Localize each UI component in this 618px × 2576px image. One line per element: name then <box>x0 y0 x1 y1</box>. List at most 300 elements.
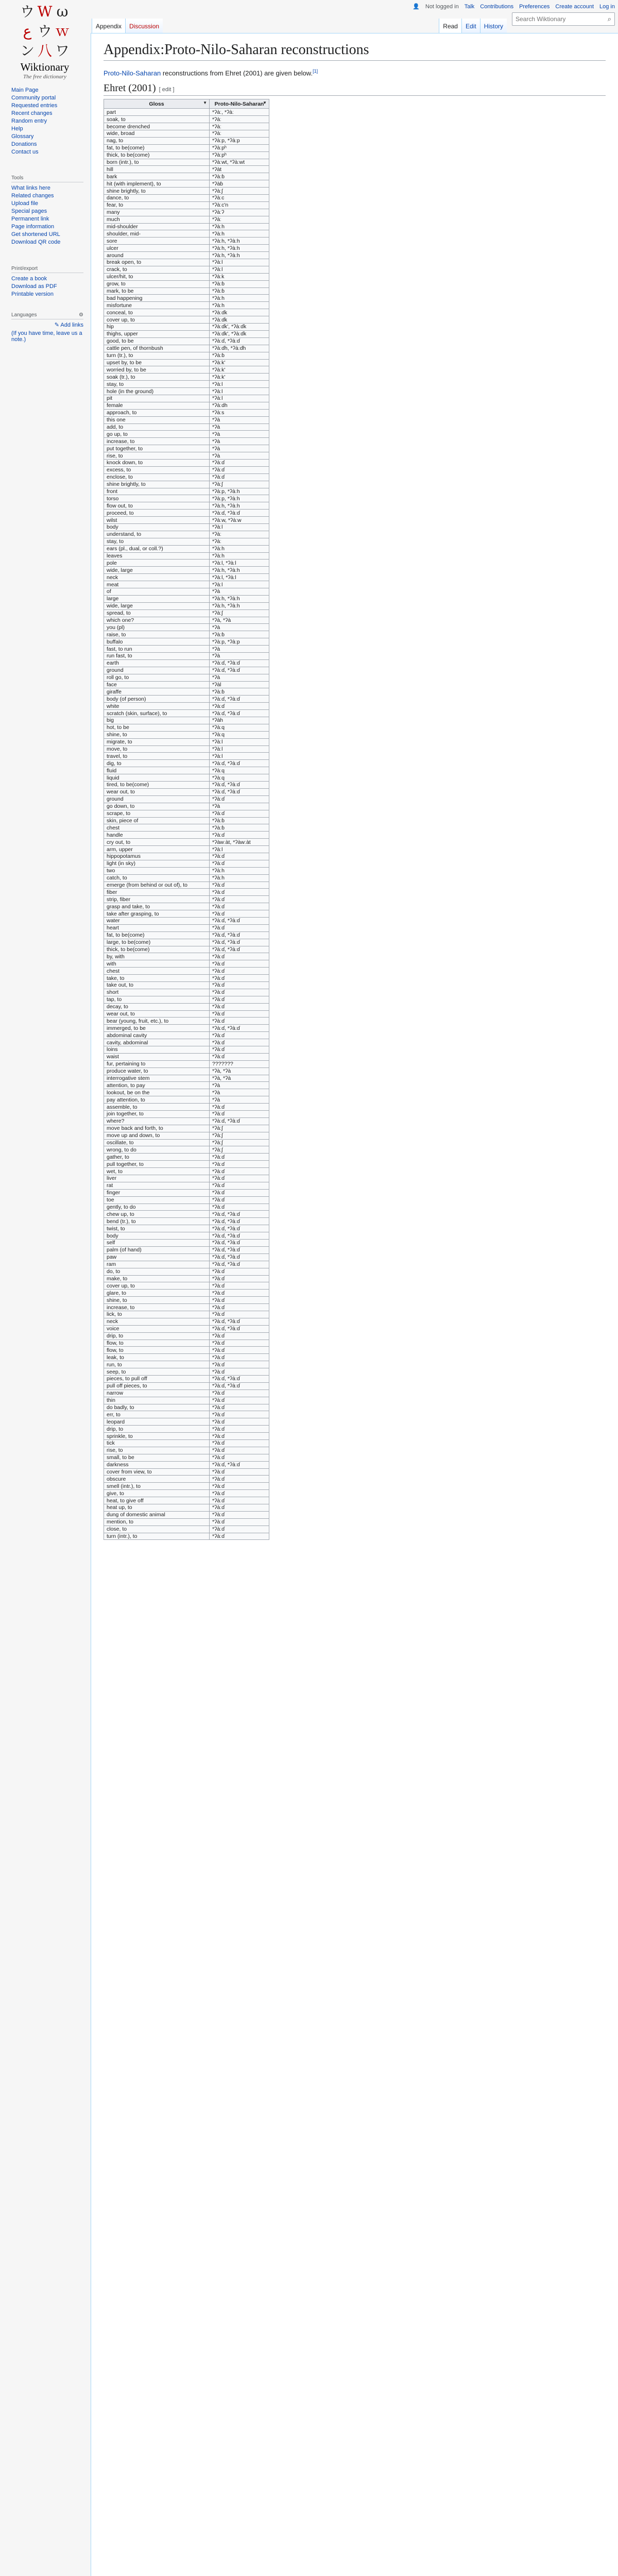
reconstruction-cell: *ʔàːɓ <box>210 173 269 180</box>
reconstruction-cell: *ʔàːɗ <box>210 1433 269 1440</box>
tab-read[interactable]: Read <box>439 19 461 33</box>
table-row <box>104 1218 269 1225</box>
gloss-cell: thick, to be(come) <box>104 151 210 159</box>
add-links-link[interactable] <box>55 322 83 328</box>
gloss-cell: catch, to <box>104 874 210 882</box>
table-row <box>104 788 269 795</box>
reconstruction-cell: *ʔàːɗ <box>210 703 269 710</box>
gloss-cell: wet, to <box>104 1168 210 1175</box>
gloss-cell: fiber <box>104 889 210 896</box>
reconstruction-cell: *ʔàːɗ, *ʔàːɗ <box>210 1253 269 1261</box>
table-row <box>104 1261 269 1268</box>
reconstruction-cell: *ʔàːɗ <box>210 1354 269 1361</box>
namespace-tabs <box>92 19 163 33</box>
table-row <box>104 337 269 345</box>
reconstruction-cell: *ʔàːɗ <box>210 810 269 817</box>
gloss-cell: mention, to <box>104 1518 210 1526</box>
table-row <box>104 1003 269 1010</box>
reconstruction-cell: *ʔà <box>210 646 269 653</box>
table-row <box>104 1146 269 1154</box>
table-row <box>104 631 269 638</box>
table-row <box>104 767 269 774</box>
gloss-cell: cover up, to <box>104 1282 210 1290</box>
table-row <box>104 324 269 331</box>
table-row <box>104 495 269 502</box>
table-row <box>104 795 269 803</box>
table-row <box>104 1461 269 1468</box>
table-row <box>104 523 269 531</box>
table-row <box>104 688 269 696</box>
site-logo[interactable] <box>6 0 83 82</box>
reconstruction-cell: *ʔàːɗ, *ʔàːɗ <box>210 1318 269 1325</box>
sidebar-nav-link[interactable]: Contact us <box>11 149 39 155</box>
sidebar-print-link[interactable]: Download as PDF <box>11 283 57 290</box>
reconstruction-cell: *ʔàːh <box>210 302 269 309</box>
gloss-cell: grasp and take, to <box>104 903 210 910</box>
table-row <box>104 1411 269 1418</box>
gloss-cell: cover up, to <box>104 316 210 324</box>
gloss-cell: scrape, to <box>104 810 210 817</box>
gloss-cell: liver <box>104 1175 210 1182</box>
gloss-cell: move, to <box>104 745 210 753</box>
gloss-cell: roll go, to <box>104 674 210 681</box>
gloss-cell: lick, to <box>104 1311 210 1318</box>
reconstruction-cell: *ʔàːɗ <box>210 1168 269 1175</box>
reconstruction-cell: *ʔàːɗ <box>210 1175 269 1182</box>
navigation-list <box>11 87 83 156</box>
create-account-link[interactable]: Create account <box>555 3 594 10</box>
table-row <box>104 638 269 646</box>
reconstruction-cell: *ʔàːɗ <box>210 1483 269 1490</box>
gloss-cell: wide, large <box>104 567 210 574</box>
table-row <box>104 381 269 388</box>
gloss-cell: self <box>104 1240 210 1247</box>
reconstruction-cell: *ʔà, *ʔà <box>210 1067 269 1075</box>
reconstruction-cell: *ʔàːɗ <box>210 1332 269 1340</box>
table-row <box>104 731 269 738</box>
list-item <box>11 215 83 223</box>
logo-glyph: ワ <box>55 42 70 59</box>
preferences-link[interactable]: Preferences <box>519 3 550 10</box>
tab-discussion[interactable]: Discussion <box>125 19 163 33</box>
page-title: Appendix:Proto-Nilo-Saharan reconstructions <box>104 42 606 61</box>
search-input[interactable] <box>512 13 600 25</box>
table-row <box>104 953 269 960</box>
reconstruction-cell: *ʔàl <box>210 681 269 688</box>
sidebar-tool-link[interactable]: Get shortened URL <box>11 231 60 238</box>
table-row <box>104 1439 269 1447</box>
list-item <box>11 102 83 110</box>
table-row <box>104 502 269 510</box>
gloss-cell: excess, to <box>104 466 210 473</box>
table-row <box>104 1332 269 1340</box>
gloss-cell: chew up, to <box>104 1211 210 1218</box>
gloss-cell: pull off pieces, to <box>104 1382 210 1389</box>
table-row <box>104 617 269 624</box>
gloss-cell: loins <box>104 1046 210 1054</box>
gloss-cell: arm, upper <box>104 846 210 853</box>
gloss-header[interactable] <box>104 99 210 109</box>
gloss-cell: face <box>104 681 210 688</box>
reconstruction-cell: *ʔà <box>210 438 269 445</box>
reconstruction-cell: *ʔàːɗ, *ʔàːɗ <box>210 946 269 953</box>
table-row <box>104 1161 269 1168</box>
reconstruction-cell: *ʔàːɗ <box>210 1397 269 1404</box>
gloss-cell: turn (intr.), to <box>104 1533 210 1540</box>
table-row <box>104 1354 269 1361</box>
reconstruction-cell: *ʔàːk' <box>210 359 269 366</box>
reconstruction-cell: *ʔàːɓ <box>210 631 269 638</box>
gloss-cell: wrong, to do <box>104 1146 210 1154</box>
reconstruction-cell: *ʔàːp, *ʔàːh <box>210 488 269 495</box>
list-item <box>11 192 83 200</box>
table-row <box>104 653 269 660</box>
gloss-cell: wilst <box>104 517 210 524</box>
table-row <box>104 931 269 939</box>
reconstruction-cell: *ʔàːɗ <box>210 1454 269 1461</box>
reconstruction-cell: *ʔàːɗ, *ʔàːɗ <box>210 1246 269 1253</box>
table-row <box>104 588 269 596</box>
languages-label: Languages <box>11 312 37 318</box>
gloss-cell: much <box>104 216 210 223</box>
gloss-cell: heat, to give off <box>104 1497 210 1504</box>
gloss-cell: err, to <box>104 1411 210 1418</box>
sidebar-print-link[interactable]: Printable version <box>11 291 54 297</box>
table-row <box>104 917 269 924</box>
reconstruction-cell: *ʔàːh, *ʔàːh <box>210 602 269 609</box>
gloss-cell: body <box>104 1232 210 1240</box>
sidebar-tool-link[interactable]: Download QR code <box>11 239 61 245</box>
sidebar-tool-link[interactable]: Permanent link <box>11 216 49 222</box>
gloss-cell: born (intr.), to <box>104 159 210 166</box>
languages-heading <box>11 312 83 319</box>
gloss-cell: understand, to <box>104 531 210 538</box>
gloss-cell: seep, to <box>104 1368 210 1376</box>
table-row <box>104 1232 269 1240</box>
table-row <box>104 1404 269 1411</box>
gloss-cell: rise, to <box>104 452 210 460</box>
table-row <box>104 545 269 552</box>
reconstruction-cell: *ʔàːɗ, *ʔàːɗ <box>210 1117 269 1125</box>
gloss-cell: add, to <box>104 423 210 431</box>
gloss-cell: turn (tr.), to <box>104 352 210 359</box>
reconstruction-cell: *ʔàːɗ, *ʔàːɗ <box>210 696 269 703</box>
gloss-cell: oscillate, to <box>104 1139 210 1146</box>
gloss-cell: handle <box>104 832 210 839</box>
gloss-cell: sore <box>104 238 210 245</box>
reconstruction-cell: *ʔàːl, *ʔàːl <box>210 560 269 567</box>
table-row <box>104 710 269 717</box>
table-row <box>104 1282 269 1290</box>
sidebar-tool-link[interactable]: Special pages <box>11 208 47 214</box>
table-row <box>104 259 269 266</box>
table-row <box>104 1082 269 1089</box>
table-row <box>104 1382 269 1389</box>
gloss-cell: cavity, abdominal <box>104 1039 210 1046</box>
gloss-cell: dance, to <box>104 195 210 202</box>
table-row <box>104 1504 269 1512</box>
table-row <box>104 137 269 144</box>
gloss-cell: increase, to <box>104 438 210 445</box>
table-row <box>104 1304 269 1311</box>
gloss-cell: mark, to be <box>104 287 210 295</box>
gloss-cell: ulcer <box>104 245 210 252</box>
reconstruction-cell: *ʔàːɗk <box>210 309 269 316</box>
tab-edit[interactable]: Edit <box>461 19 480 33</box>
table-row <box>104 574 269 581</box>
sidebar-nav-link[interactable]: Glossary <box>11 133 34 140</box>
talk-link[interactable]: Talk <box>464 3 475 10</box>
gloss-cell: by, with <box>104 953 210 960</box>
log-in-link[interactable]: Log in <box>599 3 615 10</box>
gloss-cell: neck <box>104 574 210 581</box>
contributions-link[interactable]: Contributions <box>480 3 514 10</box>
reconstruction-cell: *ʔàːp, *ʔàːp <box>210 638 269 646</box>
gloss-cell: misfortune <box>104 302 210 309</box>
table-row <box>104 466 269 473</box>
reconstruction-cell: *ʔàːɗ <box>210 1161 269 1168</box>
reconstruction-cell: *ʔàːɓ <box>210 817 269 824</box>
gloss-header-label: Gloss <box>149 100 164 107</box>
gloss-cell: give, to <box>104 1490 210 1497</box>
table-row <box>104 703 269 710</box>
section-heading <box>104 82 606 96</box>
logo-tagline: The free dictionary <box>23 74 66 80</box>
table-row <box>104 738 269 745</box>
reconstruction-cell: *ʔàː <box>210 531 269 538</box>
gloss-cell: smell (intr.), to <box>104 1483 210 1490</box>
table-row <box>104 388 269 395</box>
gloss-cell: of <box>104 588 210 596</box>
reconstruction-cell: *ʔàːɗ, *ʔàːɗ <box>210 917 269 924</box>
gloss-cell: meat <box>104 581 210 588</box>
sidebar-nav-link[interactable]: Random entry <box>11 118 47 124</box>
table-row <box>104 595 269 602</box>
gloss-cell: giraffe <box>104 688 210 696</box>
list-item <box>11 117 83 125</box>
gloss-cell: hippopotamus <box>104 853 210 860</box>
reconstruction-cell: *ʔàːq <box>210 724 269 731</box>
reconstruction-cell: *ʔàːɗ, *ʔàːɗ <box>210 1232 269 1240</box>
sidebar-nav-link[interactable]: Main Page <box>11 87 39 93</box>
table-row <box>104 1010 269 1018</box>
sidebar-nav-link[interactable]: Donations <box>11 141 37 147</box>
list-item <box>11 200 83 208</box>
gloss-cell: immerged, to be <box>104 1025 210 1032</box>
gloss-cell: hill <box>104 166 210 173</box>
sidebar-tool-link[interactable]: Upload file <box>11 200 38 207</box>
gloss-cell: short <box>104 989 210 996</box>
gloss-cell: cover from view, to <box>104 1468 210 1476</box>
table-row <box>104 1526 269 1533</box>
gloss-cell: palm (of hand) <box>104 1246 210 1253</box>
gloss-cell: migrate, to <box>104 738 210 745</box>
sidebar-print-link[interactable]: Create a book <box>11 276 47 282</box>
table-row <box>104 696 269 703</box>
gloss-cell: shine brightly, to <box>104 481 210 488</box>
gloss-cell: toe <box>104 1196 210 1204</box>
table-row <box>104 1311 269 1318</box>
reconstruction-cell: *ʔàːc'n <box>210 201 269 209</box>
list-item <box>11 231 83 239</box>
gloss-cell: close, to <box>104 1526 210 1533</box>
reconstruction-cell: *ʔàːɓ <box>210 824 269 832</box>
table-row <box>104 473 269 481</box>
reconstruction-cell: *ʔàːɗ, *ʔàːɗ <box>210 1261 269 1268</box>
table-row <box>104 753 269 760</box>
reconstruction-cell: *ʔàwːàt, *ʔàwːàt <box>210 839 269 846</box>
gloss-cell: pit <box>104 395 210 402</box>
gloss-cell: abdominal cavity <box>104 1032 210 1039</box>
table-row <box>104 1039 269 1046</box>
gloss-cell: rat <box>104 1182 210 1189</box>
table-row <box>104 216 269 223</box>
gloss-cell: shine, to <box>104 731 210 738</box>
gloss-cell: heat up, to <box>104 1504 210 1512</box>
reconstruction-cell: *ʔàːdh <box>210 402 269 409</box>
gloss-cell: hip <box>104 324 210 331</box>
reconstruction-cell: ??????? <box>210 1060 269 1067</box>
table-row <box>104 287 269 295</box>
reconstruction-cell: *ʔàːɗ, *ʔàːɗ <box>210 1375 269 1382</box>
gloss-cell: dung of domestic animal <box>104 1511 210 1518</box>
tools-portal <box>11 175 83 246</box>
gloss-cell: big <box>104 717 210 724</box>
reconstruction-cell: *ʔàːq <box>210 774 269 782</box>
gloss-cell: shine, to <box>104 1297 210 1304</box>
add-links-label: Add links <box>60 322 83 328</box>
reconstruction-cell: *ʔàːp, *ʔàːh <box>210 495 269 502</box>
table-row <box>104 981 269 989</box>
gloss-cell: wear out, to <box>104 788 210 795</box>
gloss-cell: enclose, to <box>104 473 210 481</box>
reconstruction-cell: *ʔàːh, *ʔàːh <box>210 245 269 252</box>
gloss-cell: travel, to <box>104 753 210 760</box>
table-row <box>104 173 269 180</box>
gloss-cell: body (of person) <box>104 696 210 703</box>
gloss-cell: gather, to <box>104 1154 210 1161</box>
table-row <box>104 1204 269 1211</box>
table-row <box>104 1518 269 1526</box>
section-edit-link[interactable]: [ edit ] <box>159 87 175 93</box>
reconstruction-cell: *ʔàːɗ <box>210 1182 269 1189</box>
gloss-cell: where? <box>104 1117 210 1125</box>
reconstruction-cell: *ʔàːɗ <box>210 882 269 889</box>
table-row <box>104 209 269 216</box>
table-row <box>104 1533 269 1540</box>
gloss-cell: liquid <box>104 774 210 782</box>
reconstruction-cell: *ʔàːl <box>210 388 269 395</box>
sort-icon[interactable]: ▼ <box>263 100 267 106</box>
gloss-cell: part <box>104 109 210 116</box>
reconstruction-cell: *ʔàːɗ <box>210 1533 269 1540</box>
table-row <box>104 774 269 782</box>
table-row <box>104 180 269 188</box>
gloss-cell: assemble, to <box>104 1104 210 1111</box>
table-row <box>104 1497 269 1504</box>
print-list <box>11 275 83 298</box>
tab-appendix[interactable]: Appendix <box>92 19 125 33</box>
table-row <box>104 1025 269 1032</box>
sort-icon[interactable]: ▼ <box>203 100 207 106</box>
list-item <box>11 87 83 94</box>
sidebar-tool-link[interactable]: What links here <box>11 185 50 191</box>
gloss-cell: fat, to be(come) <box>104 144 210 151</box>
reconstruction-cell: *ʔàːɗ <box>210 910 269 918</box>
table-row <box>104 782 269 789</box>
table-row <box>104 280 269 287</box>
logo-glyphs <box>6 3 83 60</box>
proto-nilo-saharan-link[interactable]: Proto-Nilo-Saharan <box>104 69 161 77</box>
table-row <box>104 309 269 316</box>
left-sidebar <box>0 0 91 2576</box>
reconstruction-cell: *ʔàːh, *ʔàːh <box>210 595 269 602</box>
sidebar-tool-link[interactable]: Page information <box>11 224 55 230</box>
table-row <box>104 1240 269 1247</box>
reconstruction-cell: *ʔàːɗ <box>210 1196 269 1204</box>
table-row <box>104 416 269 423</box>
tools-list <box>11 184 83 246</box>
table-row <box>104 882 269 889</box>
reconstruction-cell: *ʔàːɗ <box>210 1304 269 1311</box>
reconstruction-cell: *ʔàːʃ <box>210 188 269 195</box>
gloss-cell: this one <box>104 416 210 423</box>
tab-history[interactable]: History <box>480 19 507 33</box>
gloss-cell: earth <box>104 659 210 667</box>
reconstruction-cell: *ʔàːh <box>210 867 269 874</box>
table-row <box>104 1139 269 1146</box>
table-row <box>104 1340 269 1347</box>
sidebar-nav-link[interactable]: Community portal <box>11 95 56 101</box>
table-row <box>104 1096 269 1104</box>
reconstruction-cell: *ʔàːwt, *ʔàːwt <box>210 159 269 166</box>
reconstruction-cell: *ʔàːɗ <box>210 1003 269 1010</box>
table-row <box>104 717 269 724</box>
sidebar-nav-link[interactable]: Requested entries <box>11 103 58 109</box>
table-row <box>104 1104 269 1111</box>
reference-link[interactable]: [1] <box>313 69 318 74</box>
sidebar-nav-link[interactable]: Help <box>11 126 23 132</box>
list-item <box>11 223 83 231</box>
list-item <box>11 125 83 133</box>
table-row <box>104 624 269 631</box>
not-logged-in-label: Not logged in <box>425 3 459 10</box>
reconstruction-header[interactable] <box>210 99 269 109</box>
gear-icon[interactable]: ⚙ <box>79 312 83 318</box>
table-row <box>104 867 269 874</box>
gloss-cell: hole (in the ground) <box>104 388 210 395</box>
leave-note-link[interactable]: (If you have time, leave us a note.) <box>11 330 82 343</box>
table-row <box>104 359 269 366</box>
reconstruction-cell: *ʔàː <box>210 130 269 138</box>
sidebar-nav-link[interactable]: Recent changes <box>11 110 53 116</box>
search-box <box>512 12 615 26</box>
gloss-cell: interrogative stem <box>104 1075 210 1082</box>
reconstruction-cell: *ʔàːɗ <box>210 1297 269 1304</box>
reconstruction-cell: *ʔà <box>210 423 269 431</box>
reconstruction-cell: *ʔàːɗ, *ʔàːɗ <box>210 1025 269 1032</box>
logo-name: Wiktionary <box>20 61 70 73</box>
reconstruction-cell: *ʔàːl <box>210 523 269 531</box>
reconstruction-cell: *ʔà <box>210 653 269 660</box>
reconstruction-cell: *ʔà <box>210 431 269 438</box>
table-row <box>104 1426 269 1433</box>
search-icon[interactable]: ⌕ <box>607 15 611 23</box>
reconstruction-cell: *ʔàːɗ <box>210 1511 269 1518</box>
sidebar-tool-link[interactable]: Related changes <box>11 193 54 199</box>
table-row <box>104 1018 269 1025</box>
reconstruction-cell: *ʔàːɗk', *ʔàːɗk <box>210 324 269 331</box>
